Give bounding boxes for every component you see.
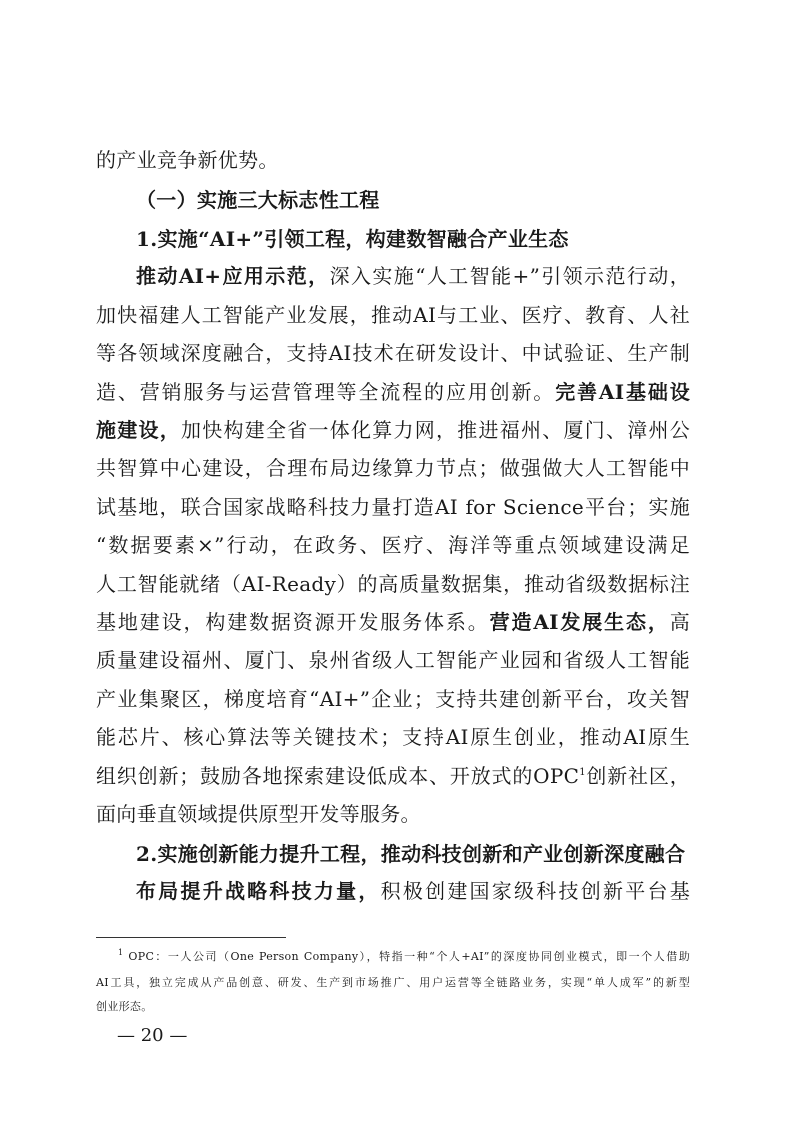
bold-lead: 施建设，	[96, 418, 181, 442]
paragraph-line	[96, 375, 690, 409]
footnote-ref[interactable]: 1	[579, 767, 586, 778]
paragraph-line: 加快福建人工智能产业发展，推动AI与工业、医疗、教育、人社	[96, 303, 690, 327]
paragraph-line: 质量建设福州、厦门、泉州省级人工智能产业园和省级人工智能	[96, 648, 690, 672]
paragraph-line: “数据要素×”行动，在政务、医疗、海洋等重点领域建设满足	[96, 533, 690, 557]
paragraph-line	[136, 874, 690, 908]
paragraph-line: 面向垂直领域提供原型开发等服务。	[96, 802, 421, 826]
text-span: 积极创建国家级科技创新平台基	[380, 879, 690, 903]
bold-lead: 营造AI发展生态，	[489, 610, 670, 634]
footnote-line	[118, 946, 690, 968]
bold-lead: 推动AI+应用示范，	[136, 264, 330, 288]
text-span: 加快构建全省一体化算力网，推进福州、厦门、漳州公	[181, 418, 691, 442]
footnote-text: OPC：一人公司（One Person Company），特指一种“个人+AI”的深度协同创业模式，即一个人借助	[128, 950, 691, 963]
paragraph-line: 等各领域深度融合，支持AI技术在研发设计、中试验证、生产制	[96, 341, 690, 365]
bold-lead: 布局提升战略科技力量，	[136, 879, 381, 903]
paragraph-line: 试基地，联合国家战略科技力量打造AI for Science平台；实施	[96, 495, 690, 519]
text-span: 基地建设，构建数据资源开发服务体系。	[96, 610, 490, 634]
text-span: 组织创新；鼓励各地探索建设低成本、开放式的OPC	[96, 764, 580, 788]
footnote-line: AI工具，独立完成从产品创意、研发、生产到市场推广、用户运营等全链路业务，实现“单人成军”的新型	[96, 976, 690, 989]
text-span: 深入实施“人工智能+”引领示范行动，	[329, 264, 691, 288]
text-span: 造、营销服务与运营管理等全流程的应用创新。	[96, 380, 556, 404]
paragraph-line: 能芯片、核心算法等关键技术；支持AI原生创业，推动AI原生	[96, 725, 690, 749]
subsection-heading-2: 2.实施创新能力提升工程，推动科技创新和产业创新深度融合	[136, 842, 686, 866]
paragraph-line	[96, 413, 690, 447]
paragraph-line	[136, 259, 690, 293]
subsection-heading-1: 1.实施“AI+”引领工程，构建数智融合产业生态	[136, 227, 569, 251]
footnote-marker: 1	[118, 948, 124, 957]
paragraph-line: 共智算中心建设，合理布局边缘算力节点；做强做大人工智能中	[96, 456, 690, 480]
paragraph-line: 产业集聚区，梯度培育“AI+”企业；支持共建创新平台，攻关智	[96, 687, 690, 711]
text-span: 创新社区，	[585, 764, 690, 788]
paragraph-line: 的产业竞争新优势。	[96, 148, 279, 172]
footnote-line: 创业形态。	[96, 1000, 153, 1013]
paragraph-line	[96, 605, 690, 639]
paragraph-line: 人工智能就绪（AI-Ready）的高质量数据集，推动省级数据标注	[96, 572, 690, 596]
section-heading: （一）实施三大标志性工程	[136, 188, 380, 212]
bold-lead: 完善AI基础设	[555, 380, 690, 404]
footnote-divider	[96, 937, 286, 938]
page-number: — 20 —	[117, 1025, 188, 1046]
paragraph-line	[96, 759, 690, 793]
text-span: 高	[669, 610, 691, 634]
